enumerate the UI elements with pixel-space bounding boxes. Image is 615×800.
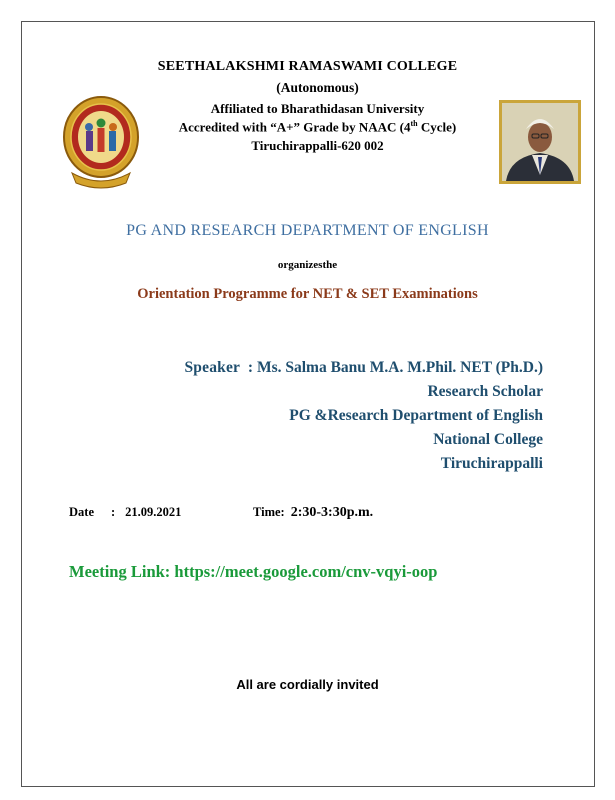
date-value: 21.09.2021 [125,505,182,519]
time-value: 2:30-3:30p.m. [290,505,374,520]
programme-title: Orientation Programme for NET & SET Examinations [137,286,478,302]
speaker-name: Ms. Salma Banu M.A. M.Phil. NET (Ph.D.) [256,359,543,376]
meeting-label: Meeting Link: [69,562,175,581]
date-row [69,505,181,520]
autonomous-status: (Autonomous) [276,80,359,95]
accreditation-text: Accredited with “A+” Grade by NAAC (4 [178,119,411,135]
accreditation-suffix: Cycle) [417,119,457,135]
accreditation [10,119,615,135]
date-separator: : [111,505,116,519]
accreditation-sup: th [410,119,418,128]
college-name: SEETHALAKSHMI RAMASWAMI COLLEGE [157,59,458,74]
speaker-institution: National College [433,431,543,448]
speaker-department: PG &Research Department of English [289,407,543,424]
speaker-role: Research Scholar [427,383,543,400]
speaker-label: Speaker [184,359,241,376]
time-label: Time: [253,505,285,519]
speaker-line [184,359,543,377]
time-row [253,505,373,521]
speaker-separator: : [247,359,254,376]
date-label: Date [69,505,94,519]
department-title: PG AND RESEARCH DEPARTMENT OF ENGLISH [126,222,489,239]
organizes-text: organizesthe [277,259,338,271]
affiliation: Affiliated to Bharathidasan University [210,101,425,116]
meeting-link[interactable]: https://meet.google.com/cnv-vqyi-oop [174,562,438,581]
college-address: Tiruchirappalli-620 002 [251,138,384,153]
invitation-text: All are cordially invited [236,677,379,692]
meeting-row [69,562,437,582]
speaker-location: Tiruchirappalli [440,455,543,472]
